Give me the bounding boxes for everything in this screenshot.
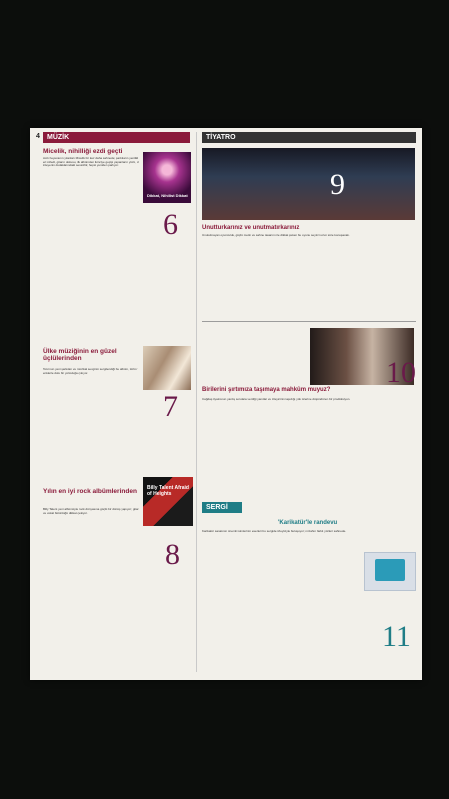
article-title: Unutturkarınız ve unutmatırkarınız bbox=[202, 225, 300, 231]
page-number: 4 bbox=[36, 133, 40, 140]
article-number: 7 bbox=[163, 390, 178, 423]
article-number: 8 bbox=[165, 538, 180, 571]
article-number: 6 bbox=[163, 208, 178, 241]
article-body: Toto'nun yeni şarkıları ve müzikal sevginin sergilendiği bu albüm, türlü renklerle dolu bir yolculuğa çıkıyor. bbox=[43, 368, 138, 375]
magazine-page bbox=[30, 128, 422, 680]
article-body: Acılı heyecanın yılanları Micelik bir kez daha sahnede; şarkıların yenilikleri özledi, gitarın dokusu, ilk albümden ikinciye geçişi yapanların yüzü, dinleyenin dudaklarındaki sessizlik; hepsi yeniden parlıyor. bbox=[43, 157, 139, 168]
article-title: Yılın en iyi rock albümlerinden bbox=[43, 488, 137, 495]
article-number: 11 bbox=[382, 620, 411, 653]
album-cover-image bbox=[143, 346, 191, 390]
article-body: Billy Talent yeni albümüyle rock dünyasına güçlü bir dönüş yapıyor; gitar ve vokal bütünlüğü dikkat çekiyor. bbox=[43, 508, 139, 515]
section-tab-muzik: MÜZİK bbox=[43, 132, 190, 143]
column-divider bbox=[196, 132, 197, 672]
article-title: Birilerini şırtımıza taşımaya mahkûm muyuz? bbox=[202, 387, 331, 393]
article-number: 10 bbox=[386, 356, 416, 389]
section-tab-sergi: SERGİ bbox=[202, 502, 242, 513]
album-cover-caption: Billy Talent Afraid of Heights bbox=[147, 485, 189, 497]
article-title: Ülke müziğinin en güzel üçlülerinden bbox=[43, 348, 117, 362]
album-cover-image bbox=[143, 477, 193, 526]
album-cover-caption: Dikkat, Nihilist Dikkat bbox=[147, 193, 188, 198]
article-body: Karikatür sanatının önemli isimlerinin eserleri bu sergide izleyiciyle buluşuyor; mizahın farklı yüzleri sahnede. bbox=[202, 530, 347, 533]
article-number: 9 bbox=[330, 168, 345, 201]
article-body: Unutulmayan oyunculuk, güçlü metin ve sahne tasarımı ile dikkat çeken bu oyunu seyirci uzun süre konuşacak. bbox=[202, 234, 350, 237]
section-divider bbox=[202, 321, 416, 322]
theatre-photo bbox=[202, 148, 415, 220]
album-cover-image bbox=[143, 152, 191, 203]
article-title: Micelik, nihilliği ezdi geçti bbox=[43, 148, 123, 155]
exhibition-photo bbox=[364, 552, 416, 591]
article-title: 'Karikatür'le randevu bbox=[278, 520, 338, 526]
section-tab-tiyatro: TİYATRO bbox=[202, 132, 416, 143]
article-body: Cağdaş tiyatronun yanlış sorulara verdiği yanıtlar ve izleyicinin taşıdığı yük üzerine düşündüren bir prodüksiyon. bbox=[202, 398, 351, 401]
